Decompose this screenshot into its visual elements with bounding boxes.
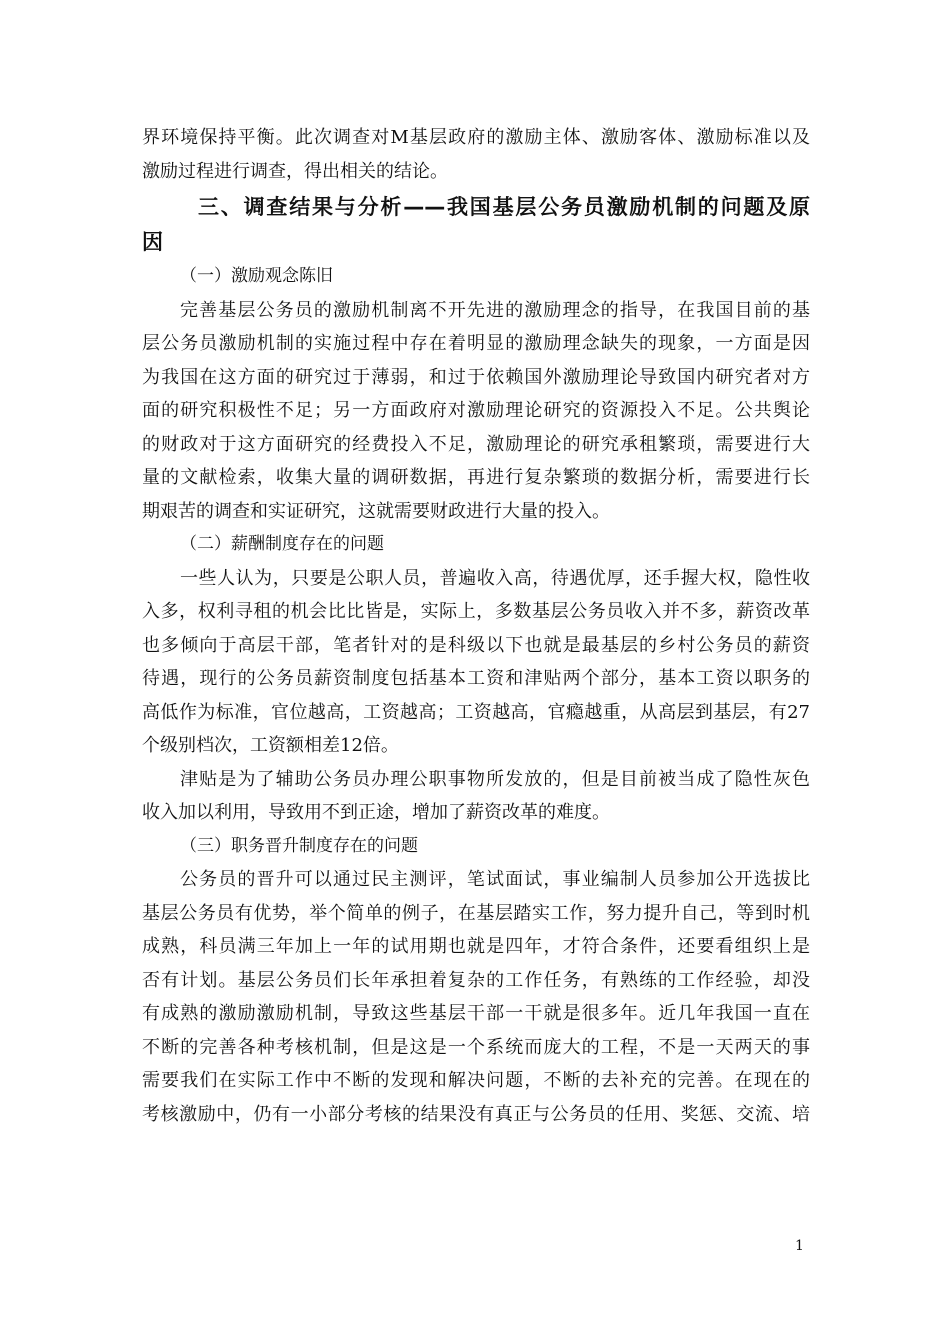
text-line: 面的研究积极性不足；另一方面政府对激励理论研究的资源投入不足。公共舆论 (142, 400, 810, 421)
text-line: 的财政对于这方面研究的经费投入不足，激励理论的研究承租繁琐，需要进行大 (142, 433, 810, 455)
section-heading-line: 因 (142, 230, 163, 254)
subsection-title: （二）薪酬制度存在的问题 (180, 534, 384, 554)
text-line: 完善基层公务员的激励机制离不开先进的激励理念的指导，在我国目前的基 (180, 299, 810, 321)
section-heading-line: 三、调查结果与分析——我国基层公务员激励机制的问题及原 (198, 195, 810, 219)
subsection-3 (142, 830, 810, 1132)
text-line: 个级别档次，工资额相差12倍。 (142, 735, 399, 756)
paragraph (142, 562, 810, 763)
text-line: 层公务员激励机制的实施过程中存在着明显的激励理念缺失的现象，一方面是因 (142, 333, 810, 354)
text-line: 公务员的晋升可以通过民主测评，笔试面试，事业编制人员参加公开选拔比 (180, 869, 810, 890)
subsection-2 (142, 528, 810, 830)
text-line: 否有计划。基层公务员们长年承担着复杂的工作任务，有熟练的工作经验，却没 (142, 969, 810, 991)
text-line: 待遇，现行的公务员薪资制度包括基本工资和津贴两个部分，基本工资以职务的 (142, 668, 810, 689)
text-line: 量的文献检索，收集大量的调研数据，再进行复杂繁琐的数据分析，需要进行长 (142, 467, 810, 488)
text-line: 激励过程进行调查，得出相关的结论。 (142, 160, 448, 182)
paragraph (142, 763, 810, 830)
paragraph (142, 294, 810, 529)
subsection-title: （一）激励观念陈旧 (180, 266, 333, 286)
text-line: 也多倾向于高层干部，笔者针对的是科级以下也就是最基层的乡村公务员的薪资 (142, 634, 810, 656)
text-line: 有成熟的激励激励机制，导致这些基层干部一干就是很多年。近几年我国一直在 (142, 1003, 810, 1024)
text-line: 一些人认为，只要是公职人员，普遍收入高，待遇优厚，还手握大权，隐性收 (180, 567, 810, 589)
text-line: 入多，权利寻租的机会比比皆是，实际上，多数基层公务员收入并不多，薪资改革 (142, 601, 810, 622)
text-line: 考核激励中，仍有一小部分考核的结果没有真正与公务员的任用、奖惩、交流、培 (142, 1103, 810, 1125)
text-line: 收入加以利用，导致用不到正途，增加了薪资改革的难度。 (142, 802, 610, 823)
text-line: 成熟，科员满三年加上一年的试用期也就是四年，才符合条件，还要看组织上是 (142, 936, 810, 957)
text-line: 为我国在这方面的研究过于薄弱，和过于依赖国外激励理论导致国内研究者对方 (142, 366, 810, 388)
subsection-title: （三）职务晋升制度存在的问题 (180, 835, 418, 856)
paragraph (142, 863, 810, 1131)
text-line: 界环境保持平衡。此次调查对M基层政府的激励主体、激励客体、激励标准以及 (142, 127, 810, 148)
text-line: 期艰苦的调查和实证研究，这就需要财政进行大量的投入。 (142, 500, 610, 522)
text-line: 津贴是为了辅助公务员办理公职事物所发放的，但是目前被当成了隐性灰色 (180, 768, 810, 790)
text-line: 高低作为标准，官位越高，工资越高；工资越高，官瘾越重，从高层到基层，有27 (142, 701, 810, 723)
intro-paragraph (142, 121, 810, 188)
text-line: 基层公务员有优势，举个简单的例子，在基层踏实工作，努力提升自己，等到时机 (142, 902, 810, 924)
section-heading (142, 190, 810, 260)
text-line: 不断的完善各种考核机制，但是这是一个系统而庞大的工程，不是一天两天的事 (142, 1036, 810, 1058)
page-number: 1 (795, 1238, 804, 1254)
text-line: 需要我们在实际工作中不断的发现和解决问题，不断的去补充的完善。在现在的 (142, 1070, 810, 1091)
subsection-1 (142, 260, 810, 528)
page-content (142, 121, 810, 1131)
